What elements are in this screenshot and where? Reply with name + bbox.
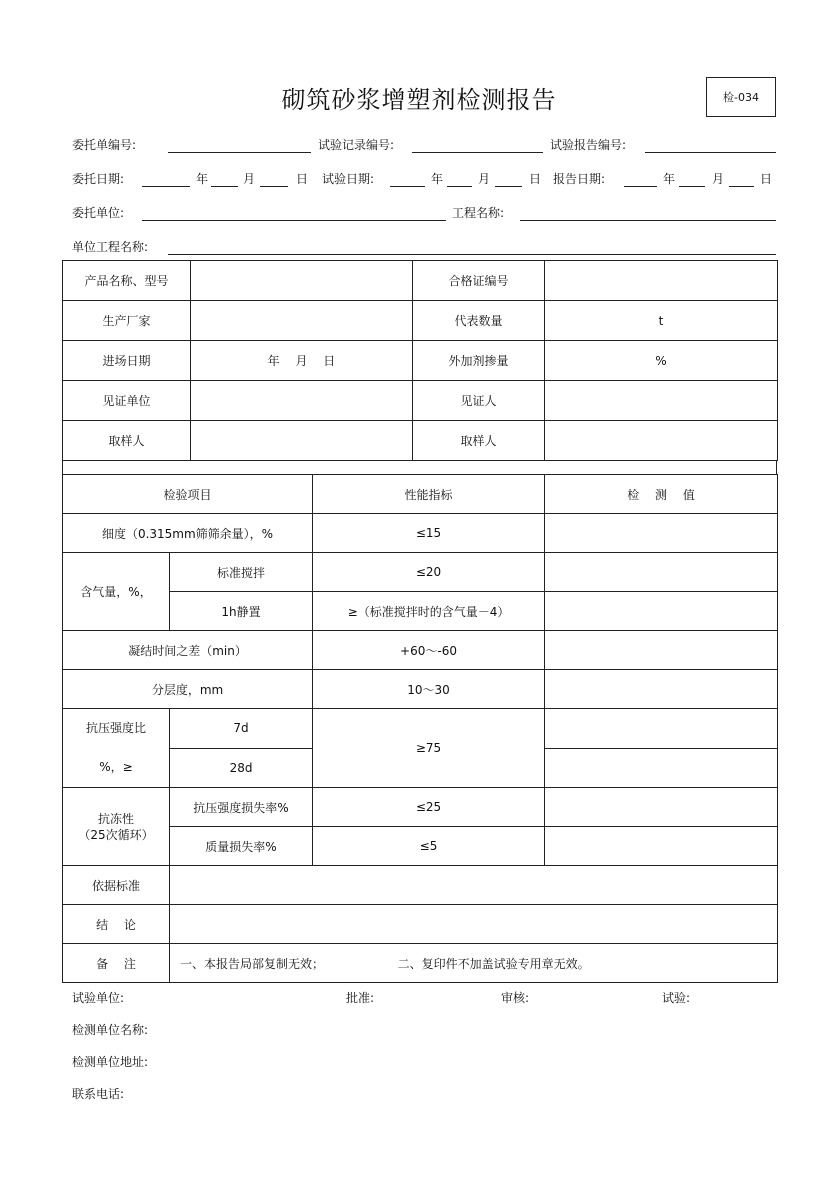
strength-28d-value[interactable]: [545, 748, 778, 788]
col-item-header: 检验项目: [63, 475, 313, 514]
test-date-year-field[interactable]: [390, 186, 425, 187]
manufacturer-label: 生产厂家: [63, 301, 191, 341]
quantity-cell[interactable]: [545, 301, 778, 341]
entrust-date-day-field[interactable]: [260, 186, 288, 187]
document-code: 检-034: [706, 77, 776, 117]
dosage-label: 外加剂掺量: [413, 341, 545, 381]
witness-cell[interactable]: [545, 381, 778, 421]
report-date-day-field[interactable]: [729, 186, 754, 187]
layering-spec: 10～30: [313, 670, 545, 709]
basis-value[interactable]: [170, 866, 778, 905]
quantity-unit: t: [658, 313, 664, 328]
setting-diff-label: 凝结时间之差（min）: [63, 631, 313, 670]
lab-name-label: 检测单位名称:: [72, 1023, 149, 1037]
conclusion-value[interactable]: [170, 905, 778, 944]
strength-7d-value[interactable]: [545, 709, 778, 749]
entrust-unit-field[interactable]: [142, 220, 446, 221]
col-spec-header: 性能指标: [313, 475, 545, 514]
tester-label: 试验:: [662, 991, 691, 1005]
col-value-header: 检 测 值: [545, 475, 778, 514]
report-date-month-field[interactable]: [679, 186, 705, 187]
test-table: [62, 474, 778, 983]
unit-project-name-label: 单位工程名称:: [72, 240, 149, 254]
strength-ratio-line1: 抗压强度比: [85, 721, 146, 735]
remark-label: 备 注: [63, 944, 170, 983]
fineness-value[interactable]: [545, 514, 778, 553]
strength-ratio-line2: %，≥: [99, 760, 133, 774]
entrust-unit-label: 委托单位:: [72, 206, 125, 220]
frost-mass-loss-spec: ≤5: [313, 827, 545, 866]
test-record-no-field[interactable]: [412, 152, 543, 153]
frost-line1: 抗冻性: [97, 811, 134, 826]
entrust-no-field[interactable]: [168, 152, 311, 153]
witness-unit-cell[interactable]: [191, 381, 413, 421]
strength-spec: ≥75: [313, 709, 545, 788]
air-1h-label: 1h静置: [170, 592, 313, 631]
frost-mass-loss-value[interactable]: [545, 827, 778, 866]
air-standard-spec: ≤20: [313, 553, 545, 592]
air-content-label: 含气量，%，: [63, 553, 170, 631]
air-standard-value[interactable]: [545, 553, 778, 592]
lab-address-label: 检测单位地址:: [72, 1055, 149, 1069]
entrust-date-month-field[interactable]: [211, 186, 238, 187]
day-label: 日: [529, 172, 542, 186]
strength-28d-label: 28d: [170, 748, 313, 788]
strength-7d-label: 7d: [170, 709, 313, 749]
project-name-field[interactable]: [520, 220, 776, 221]
report-date-year-field[interactable]: [624, 186, 657, 187]
dosage-cell[interactable]: [545, 341, 778, 381]
product-name-cell[interactable]: [191, 261, 413, 301]
test-date-day-field[interactable]: [495, 186, 522, 187]
sampler2-label: 取样人: [413, 421, 545, 461]
day-label: 日: [296, 172, 309, 186]
year-label: 年: [663, 172, 676, 186]
frost-strength-loss-label: 抗压强度损失率%: [170, 788, 313, 827]
sampler2-cell[interactable]: [545, 421, 778, 461]
witness-label: 见证人: [413, 381, 545, 421]
test-record-no-label: 试验记录编号:: [318, 138, 395, 152]
product-name-label: 产品名称、型号: [63, 261, 191, 301]
test-date-label: 试验日期:: [322, 172, 375, 186]
frost-strength-loss-value[interactable]: [545, 788, 778, 827]
product-table: [62, 260, 778, 461]
test-date-month-field[interactable]: [447, 186, 472, 187]
remark-value: [170, 944, 778, 983]
cert-no-cell[interactable]: [545, 261, 778, 301]
remark-item-1: 一、本报告局部复制无效；: [180, 956, 325, 971]
unit-project-name-field[interactable]: [168, 254, 776, 255]
fineness-label: 细度（0.315mm筛筛余量），%: [63, 514, 313, 553]
month-label: 月: [478, 172, 491, 186]
table-gap: [62, 460, 777, 474]
month-label: 月: [712, 172, 725, 186]
remark-item-2: 二、复印件不加盖试验专用章无效。: [397, 956, 590, 971]
witness-unit-label: 见证单位: [63, 381, 191, 421]
review-label: 审核:: [501, 991, 530, 1005]
arrival-date-cell[interactable]: 年 月 日: [191, 341, 413, 381]
arrival-date-label: 进场日期: [63, 341, 191, 381]
basis-label: 依据标准: [63, 866, 170, 905]
air-standard-label: 标准搅拌: [170, 553, 313, 592]
frost-label: [63, 788, 170, 866]
frost-line2: （25次循环）: [78, 827, 154, 842]
sampler-cell[interactable]: [191, 421, 413, 461]
month-label: 月: [243, 172, 256, 186]
dosage-unit: %: [655, 353, 667, 368]
phone-label: 联系电话:: [72, 1087, 125, 1101]
entrust-date-label: 委托日期:: [72, 172, 125, 186]
cert-no-label: 合格证编号: [413, 261, 545, 301]
entrust-no-label: 委托单编号:: [72, 138, 137, 152]
test-unit-label: 试验单位:: [72, 991, 125, 1005]
air-1h-value[interactable]: [545, 592, 778, 631]
frost-mass-loss-label: 质量损失率%: [170, 827, 313, 866]
sampler-label: 取样人: [63, 421, 191, 461]
year-label: 年: [431, 172, 444, 186]
report-no-label: 试验报告编号:: [550, 138, 627, 152]
fineness-spec: ≤15: [313, 514, 545, 553]
quantity-label: 代表数量: [413, 301, 545, 341]
setting-diff-value[interactable]: [545, 631, 778, 670]
air-1h-spec: ≥（标准搅拌时的含气量－4）: [313, 592, 545, 631]
day-label: 日: [760, 172, 773, 186]
layering-label: 分层度，mm: [63, 670, 313, 709]
year-label: 年: [196, 172, 209, 186]
report-date-label: 报告日期:: [553, 172, 606, 186]
setting-diff-spec: +60～-60: [313, 631, 545, 670]
strength-ratio-label: [63, 709, 170, 788]
entrust-date-year-field[interactable]: [142, 186, 190, 187]
layering-value[interactable]: [545, 670, 778, 709]
conclusion-label: 结 论: [63, 905, 170, 944]
frost-strength-loss-spec: ≤25: [313, 788, 545, 827]
project-name-label: 工程名称:: [452, 206, 505, 220]
page-title: 砌筑砂浆增塑剂检测报告: [281, 86, 557, 114]
approve-label: 批准:: [346, 991, 375, 1005]
manufacturer-cell[interactable]: [191, 301, 413, 341]
report-no-field[interactable]: [645, 152, 776, 153]
